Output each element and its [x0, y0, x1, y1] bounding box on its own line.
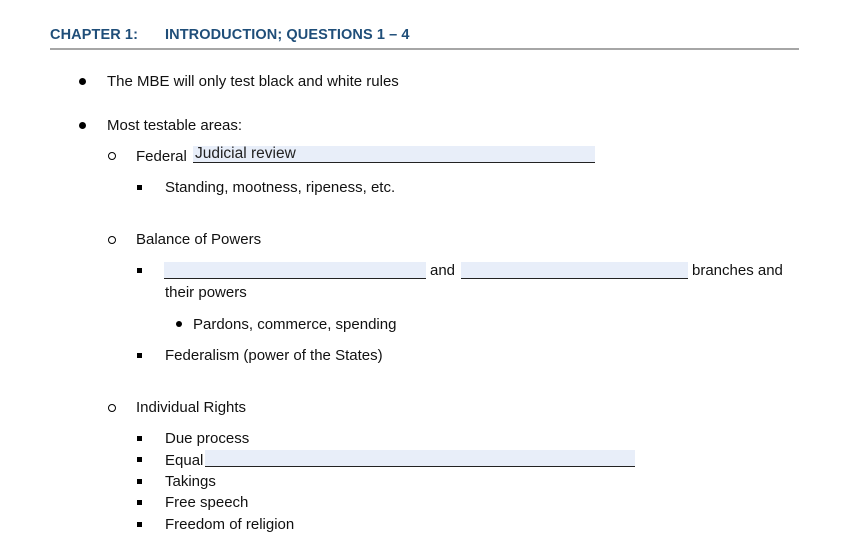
branches-tail: branches and — [692, 262, 783, 279]
powers-tail: their powers — [165, 284, 247, 301]
chapter-title: INTRODUCTION; QUESTIONS 1 – 4 — [165, 27, 410, 43]
religion-item: Freedom of religion — [165, 516, 295, 533]
bullet-square-icon — [137, 353, 142, 358]
due-process-item: Due process — [165, 430, 250, 447]
pardons-item: Pardons, commerce, spending — [193, 316, 397, 333]
free-speech-item: Free speech — [165, 494, 249, 511]
bullet-circle-icon — [108, 404, 116, 412]
federal-answer-field[interactable] — [193, 146, 595, 163]
branch-1-field[interactable] — [164, 262, 426, 279]
bullet-square-icon — [137, 436, 142, 441]
bullet-dot-icon — [79, 122, 86, 129]
mbe-note: The MBE will only test black and white rules — [107, 73, 399, 90]
bullet-square-icon — [137, 268, 142, 273]
and-connector: and — [430, 262, 456, 279]
federal-label: Federal — [136, 148, 187, 165]
chapter-header — [50, 26, 799, 50]
bullet-circle-icon — [108, 236, 116, 244]
equal-answer-field[interactable] — [205, 450, 635, 467]
bullet-square-icon — [137, 479, 142, 484]
bullet-circle-icon — [108, 152, 116, 160]
bullet-square-icon — [137, 522, 142, 527]
bullet-square-icon — [137, 500, 142, 505]
bullet-dot-icon — [176, 321, 182, 327]
testable-areas-label: Most testable areas: — [107, 117, 243, 134]
federalism-item: Federalism (power of the States) — [165, 347, 383, 364]
balance-of-powers-label: Balance of Powers — [136, 231, 262, 248]
bullet-square-icon — [137, 185, 142, 190]
standing-item: Standing, mootness, ripeness, etc. — [165, 179, 396, 196]
equal-label: Equal — [165, 452, 204, 469]
bullet-square-icon — [137, 457, 142, 462]
chapter-label: CHAPTER 1: — [50, 27, 139, 43]
takings-item: Takings — [165, 473, 216, 490]
branch-2-field[interactable] — [461, 262, 688, 279]
individual-rights-label: Individual Rights — [136, 399, 247, 416]
bullet-dot-icon — [79, 78, 86, 85]
